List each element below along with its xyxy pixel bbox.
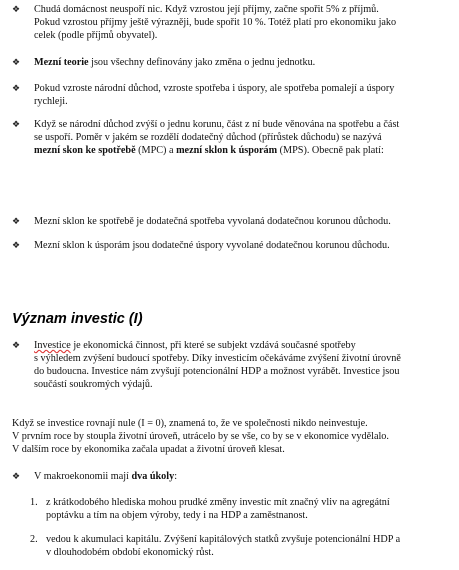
text-line: součástí soukromých výdajů.: [34, 379, 153, 390]
text-span: je ekonomická činnost, při které se subjekt vzdává současné spotřeby: [70, 340, 356, 351]
bullet-item: [12, 339, 452, 391]
text-span: (MPC) a: [135, 145, 177, 156]
diamond-bullet-icon: ❖: [12, 57, 21, 67]
text-line: Když se investice rovnají nule (I = 0), znamená to, že ve společnosti nikdo neinvestuje.: [12, 418, 368, 429]
numbered-item: [30, 533, 450, 559]
text-line: z krátkodobého hlediska mohou prudké změny investic mít značný vliv na agregátní: [46, 497, 390, 508]
bullet-text: [34, 118, 452, 157]
bullet-text: [34, 470, 452, 483]
numbered-text: [46, 533, 450, 559]
diamond-bullet-icon: ❖: [12, 119, 21, 129]
bullet-item: [12, 239, 452, 252]
text-line: s výhledem zvýšení budoucí spotřeby. Díky investicím očekáváme zvýšení životní úrovně: [34, 353, 401, 364]
text-line: [34, 339, 452, 352]
numbered-item: [30, 496, 450, 522]
text-line: Pokud vzrostou příjmy ještě výrazněji, bude spořit 10 %. Totéž platí pro ekonomiku jako: [34, 17, 397, 28]
list-number: 2.: [30, 534, 38, 545]
list-number: 1.: [30, 497, 38, 508]
bullet-item: [12, 3, 452, 42]
text-span: (MPS). Obecně pak platí:: [277, 145, 384, 156]
text-line: [34, 144, 452, 157]
text-line: vedou k akumulaci kapitálu. Zvýšení kapitálových statků zvyšuje potencionální HDP a: [46, 534, 401, 545]
bullet-text: Mezní sklon ke spotřebě je dodatečná spotřeba vyvolaná dodatečnou korunou důchodu.: [34, 216, 391, 227]
text-line: V prvním roce by stoupla životní úroveň, utrácelo by se vše, co by se v ekonomice vydělalo.: [12, 431, 389, 442]
bullet-item: [12, 82, 452, 108]
bold-term: mezní sklon k úsporám: [176, 145, 278, 156]
bullet-item: [12, 215, 452, 228]
bullet-text: [34, 82, 452, 108]
bullet-text: [34, 3, 452, 42]
bold-term: mezní skon ke spotřebě: [34, 145, 136, 156]
diamond-bullet-icon: ❖: [12, 83, 21, 93]
text-line: Když se národní důchod zvýší o jednu korunu, část z ní bude věnována na spotřebu a část: [34, 119, 400, 130]
bullet-text: Mezní sklon k úsporám jsou dodatečné úspory vyvolané dodatečnou korunou důchodu.: [34, 240, 390, 251]
diamond-bullet-icon: ❖: [12, 216, 21, 226]
paragraph: [12, 417, 452, 456]
section-heading: Význam investic (I): [12, 311, 143, 327]
text-line: se uspoří. Poměr v jakém se rozdělí dodatečný důchod (přírůstek důchodu) se nazývá: [34, 132, 382, 143]
bold-term: dva úkoly: [131, 471, 175, 482]
text-line: do budoucna. Investice nám zvyšují potencionální HDP a možnost vyrábět. Investice jsou: [34, 366, 400, 377]
diamond-bullet-icon: ❖: [12, 340, 21, 350]
spellcheck-word: Investice: [34, 340, 71, 351]
text-line: Pokud vzroste národní důchod, vzroste spotřeba i úspory, ale spotřeba pomalejí a úspory: [34, 83, 395, 94]
text-span: V makroekonomii mají: [34, 471, 132, 482]
text-span: jsou všechny definovány jako změna o jednu jednotku.: [88, 57, 316, 68]
bullet-text: [34, 56, 452, 69]
text-line: v dlouhodobém období ekonomický růst.: [46, 547, 214, 558]
text-line: celek (podle příjmů obyvatel).: [34, 30, 158, 41]
text-line: Chudá domácnost neuspoří nic. Když vzrostou její příjmy, začne spořit 5% z příjmů.: [34, 4, 379, 15]
text-span: :: [174, 471, 178, 482]
bold-term: Mezní teorie: [34, 57, 89, 68]
text-line: V dalším roce by ekonomika začala upadat a životní úroveň klesat.: [12, 444, 285, 455]
bullet-item: [12, 56, 452, 69]
text-line: rychleji.: [34, 96, 68, 107]
text-line: poptávku a tím na objem výroby, tedy i na HDP a zaměstnanost.: [46, 510, 308, 521]
bullet-item: [12, 470, 452, 483]
bullet-text: [34, 339, 452, 391]
bullet-item: [12, 118, 452, 157]
diamond-bullet-icon: ❖: [12, 240, 21, 250]
numbered-text: [46, 496, 450, 522]
diamond-bullet-icon: ❖: [12, 4, 21, 14]
diamond-bullet-icon: ❖: [12, 471, 21, 481]
